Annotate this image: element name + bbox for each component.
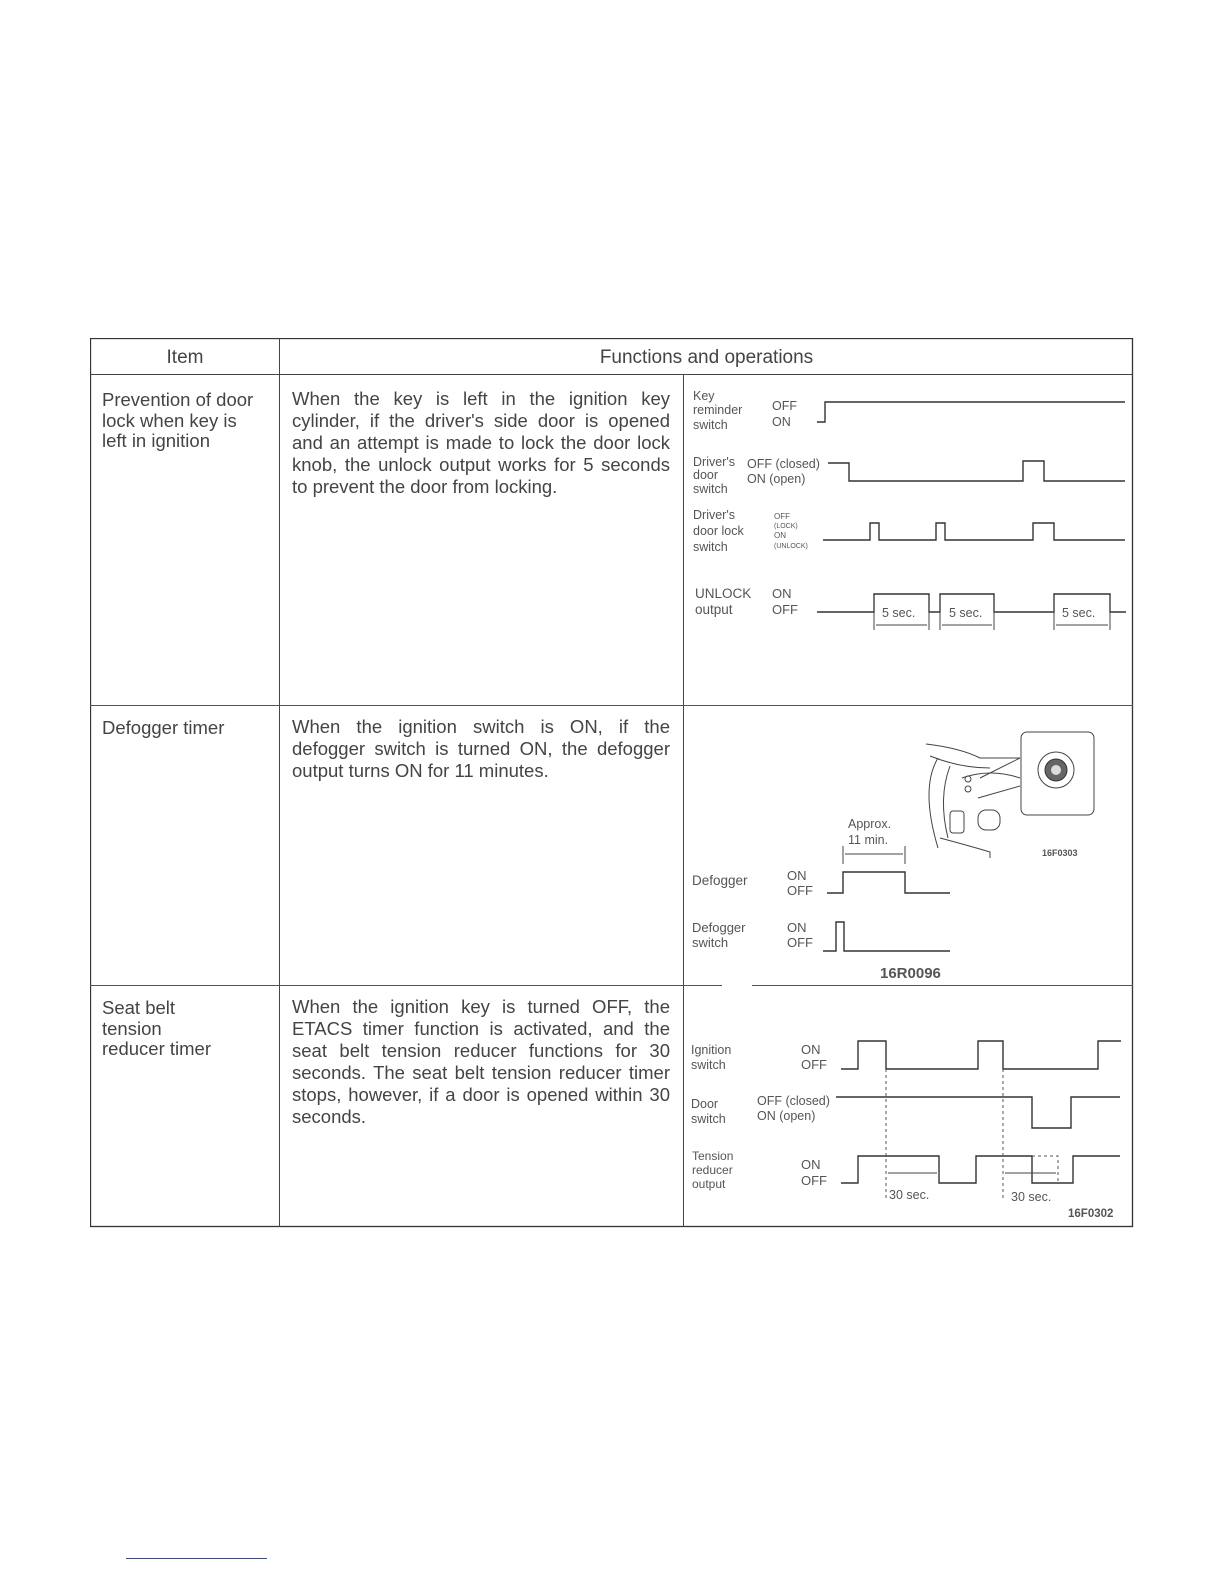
state-label: (LOCK) — [774, 523, 798, 530]
duration-label: 5 sec. — [1062, 606, 1096, 620]
state-label: OFF — [801, 1173, 827, 1188]
defogger-switch-waveform — [823, 922, 950, 951]
state-label: ON — [774, 531, 786, 540]
state-label: OFF — [772, 602, 798, 617]
figure-code: 16F0302 — [1068, 1208, 1114, 1220]
etacs-function-table — [90, 338, 1134, 1227]
signal-label: UNLOCK — [695, 586, 752, 601]
header-item: Item — [166, 347, 204, 368]
approx-label: Approx. — [848, 817, 892, 831]
signal-label: Driver's — [693, 508, 735, 522]
duration-label: 5 sec. — [882, 606, 916, 620]
header-functions: Functions and operations — [599, 347, 814, 368]
state-label: OFF (closed) — [757, 1094, 830, 1108]
door-lock-timing-diagram — [693, 389, 1126, 630]
state-label: ON — [787, 868, 807, 883]
state-label: ON (open) — [747, 472, 806, 486]
state-label: OFF — [772, 399, 797, 413]
signal-label: switch — [693, 540, 728, 554]
row1-item-line: Prevention of door — [102, 389, 254, 410]
row2-description: When the ignition switch is ON, if the defogger switch is turned ON, the defogger output turns ON for 11 minutes. — [292, 716, 670, 781]
state-label: OFF — [801, 1057, 827, 1072]
signal-label: Door — [691, 1097, 719, 1111]
ignition-switch-waveform — [841, 1041, 1121, 1069]
row1-description: When the key is left in the ignition key cylinder, if the driver's side door is opened and an attempt is made to lock the door lock knob, the unlock output works for 5 seconds to prevent the door from locking. — [292, 388, 670, 497]
state-label: OFF — [774, 512, 790, 521]
figure-code: 16R0096 — [880, 965, 941, 982]
door-lock-switch-waveform — [823, 523, 1125, 540]
signal-label: door lock — [693, 524, 744, 538]
key-reminder-waveform — [817, 402, 1125, 422]
state-label: ON — [787, 920, 807, 935]
duration-label: 5 sec. — [949, 606, 983, 620]
row3-item-line: Seat belt — [102, 997, 176, 1018]
signal-label: Driver's — [693, 455, 735, 469]
state-label: OFF — [787, 935, 813, 950]
timing-diagrams — [90, 338, 1134, 1227]
tension-reducer-waveform — [841, 1156, 1120, 1183]
footer-rule — [126, 1558, 267, 1559]
signal-label: Defogger — [692, 920, 746, 935]
signal-label: reminder — [693, 403, 743, 417]
tension-reducer-timing-diagram — [691, 1041, 1121, 1220]
signal-label: output — [695, 602, 733, 617]
signal-label: switch — [693, 482, 728, 496]
duration-label: 30 sec. — [889, 1188, 930, 1202]
signal-label: Defogger — [692, 873, 748, 888]
state-label: OFF (closed) — [747, 457, 820, 471]
figure-code: 16F0303 — [1042, 848, 1078, 858]
signal-label: switch — [692, 935, 729, 950]
signal-label: output — [692, 1177, 726, 1191]
signal-label: switch — [693, 418, 728, 432]
row3-item-line: tension — [102, 1017, 162, 1039]
row3-item-line: reducer timer — [102, 1038, 211, 1059]
state-label: (UNLOCK) — [774, 543, 808, 550]
row1-item-line: left in ignition — [102, 430, 210, 451]
door-switch-waveform — [828, 461, 1125, 481]
signal-label: Tension — [692, 1149, 734, 1163]
row1-item-line: lock when key is — [102, 409, 237, 431]
row3-description: When the ignition key is turned OFF, the ETACS timer function is activated, and the seat belt tension reducer functions for 30 seconds. The seat belt tension reducer timer stops, however, if a door is opened within 30 seconds. — [292, 996, 670, 1127]
signal-label: Key — [693, 389, 715, 403]
signal-label: switch — [691, 1112, 726, 1126]
approx-label: 11 min. — [848, 833, 889, 847]
state-label: ON (open) — [757, 1109, 816, 1123]
row2-item-line: Defogger timer — [102, 717, 225, 738]
signal-label: reducer — [692, 1163, 733, 1177]
state-label: OFF — [787, 883, 813, 898]
state-label: ON — [772, 415, 791, 429]
signal-label: door — [693, 468, 719, 482]
defogger-timing-diagram — [692, 732, 1094, 982]
duration-label: 30 sec. — [1011, 1190, 1052, 1204]
defogger-switch-illustration — [926, 732, 1094, 858]
cancelled-timer-outline — [1032, 1156, 1058, 1183]
door-switch-waveform — [836, 1097, 1120, 1128]
signal-label: Ignition — [691, 1043, 732, 1057]
state-label: ON — [772, 586, 792, 601]
state-label: ON — [801, 1042, 821, 1057]
defogger-waveform — [827, 872, 950, 893]
signal-label: switch — [691, 1058, 726, 1072]
state-label: ON — [801, 1157, 821, 1172]
